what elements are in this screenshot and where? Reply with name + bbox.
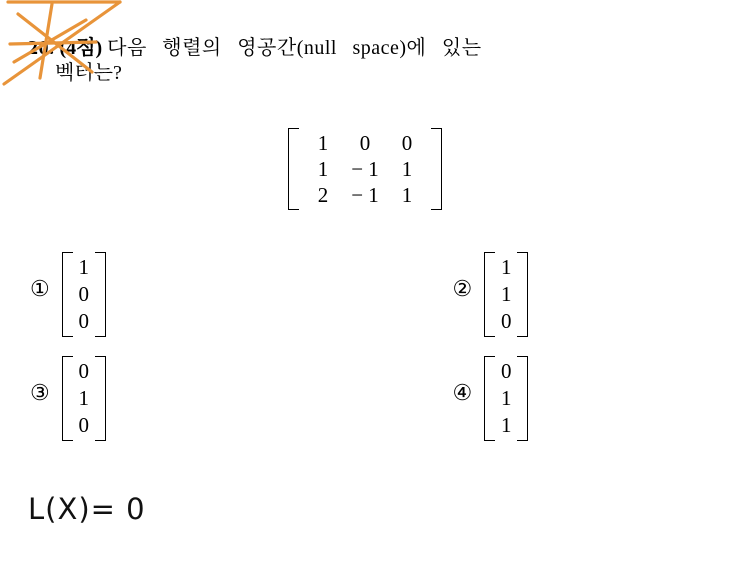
matrix-cell: 1 — [317, 131, 329, 155]
vector-cell: 0 — [78, 413, 89, 437]
choice-marker: ② — [452, 276, 473, 301]
vector-left-bracket — [62, 356, 72, 441]
vector-cell: 1 — [78, 255, 89, 279]
matrix-cell: 1 — [401, 183, 413, 207]
question-line-1 — [28, 30, 688, 66]
matrix-cell: − 1 — [351, 183, 379, 207]
matrix — [288, 128, 442, 215]
choice-option-1[interactable] — [30, 252, 298, 356]
handwritten-note: L(X)= 0 — [28, 492, 146, 526]
vector-right-bracket — [518, 252, 528, 337]
vector-cell: 0 — [78, 309, 89, 333]
vector-cell: 1 — [500, 282, 512, 306]
question-text-line2: 벡터는? — [55, 62, 122, 84]
matrix-right-bracket — [432, 128, 442, 210]
choice-row — [30, 356, 720, 460]
matrix-row — [302, 156, 428, 182]
vector-cell: 1 — [78, 386, 89, 410]
vector-cell: 0 — [500, 309, 512, 333]
choice-option-3[interactable] — [30, 356, 298, 460]
matrix-cell: 1 — [317, 157, 329, 181]
choice-option-2[interactable] — [298, 252, 721, 356]
vector-left-bracket — [484, 356, 494, 441]
vector-left-bracket — [484, 252, 494, 337]
question-text-line1: 다음 행렬의 영공간(null space)에 있는 — [107, 37, 482, 59]
matrix-cell: − 1 — [351, 157, 379, 181]
choice-marker: ③ — [30, 380, 50, 405]
matrix-cell: 0 — [401, 131, 413, 155]
question-block — [28, 30, 688, 66]
vector-cell: 1 — [500, 413, 512, 437]
matrix-row — [302, 130, 428, 156]
matrix-cell: 2 — [317, 183, 329, 207]
vector-cell: 0 — [78, 359, 89, 383]
choice-marker: ① — [30, 276, 50, 301]
answer-choices — [30, 252, 720, 460]
vector-right-bracket — [96, 356, 106, 441]
vector-cell: 0 — [78, 282, 89, 306]
vector-right-bracket — [518, 356, 528, 441]
choice-row — [30, 252, 720, 356]
matrix-left-bracket — [288, 128, 298, 210]
question-points: (4점) — [59, 37, 103, 59]
matrix-row — [302, 182, 428, 208]
question-number: 20. — [28, 37, 55, 59]
matrix-cell: 0 — [359, 131, 371, 155]
vector-right-bracket — [96, 252, 106, 337]
vector-cell: 1 — [500, 386, 512, 410]
vector-cell: 0 — [500, 359, 512, 383]
choice-option-4[interactable] — [298, 356, 721, 460]
vector-left-bracket — [62, 252, 72, 337]
vector-cell: 1 — [500, 255, 512, 279]
matrix-cell: 1 — [401, 157, 413, 181]
choice-marker: ④ — [452, 380, 473, 405]
